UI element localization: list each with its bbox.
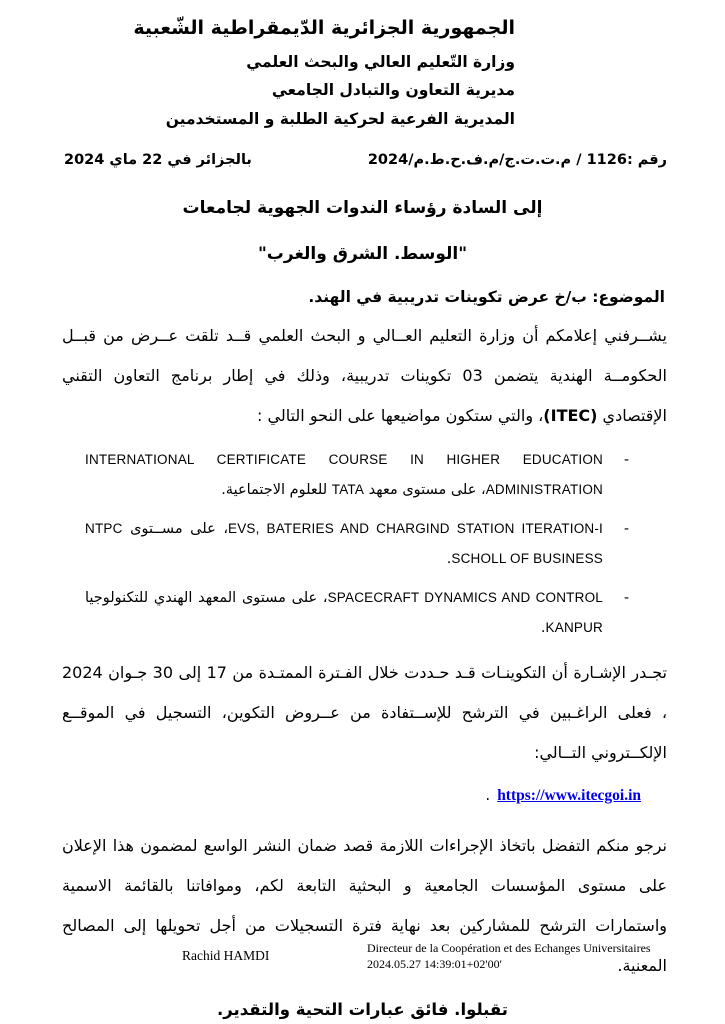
signer-name: Rachid HAMDI xyxy=(182,948,270,963)
regions-line: "الوسط. الشرق والغرب" xyxy=(257,243,468,264)
dash-bullet: - xyxy=(623,520,629,537)
course-item xyxy=(85,445,629,505)
schedule-paragraph: تجـدر الإشـارة أن التكوينـات قـد حـددت خلال الفـترة الممتـدة من 17 إلى 30 جـوان 2024 ، فعلى الراغـبين في الترشح للإســتفادة من عــروض التكوين، التسجيل في الموقــع الإلكــتروني التــالي: xyxy=(62,662,668,762)
dash-bullet: - xyxy=(623,451,629,468)
course-text-en: NTPC SCHOLL OF BUSINESS xyxy=(85,520,603,566)
intro-text-after: ، والتي ستكون مواضيعها على النحو التالي : xyxy=(257,405,544,425)
reference-number: رقم :1126 / م.ت.ت.ج/م.ف.ح.ط.م/2024 xyxy=(367,151,667,168)
closing-line: تقبلوا. فائق عبارات التحية والتقدير. xyxy=(217,999,508,1019)
course-text-ar: . xyxy=(446,550,452,567)
course-text-en: SPACECRAFT DYNAMICS AND CONTROL xyxy=(327,589,603,605)
letterhead xyxy=(0,0,725,134)
registration-link[interactable]: https://www.itecgoi.in xyxy=(497,786,641,804)
course-text-ar: ، على مستوى معهد xyxy=(364,481,486,498)
course-text-en: KANPUR xyxy=(545,619,603,635)
intro-paragraph xyxy=(0,316,725,436)
subdirectorate-line: المديرية الفرعية لحركية الطلبة و المستخدمين xyxy=(165,109,515,128)
signature-footer xyxy=(0,936,725,996)
course-text-ar: ، على مستوى المعهد الهندي للتكنولوجيا xyxy=(85,589,328,606)
request-paragraph: نرجو منكم التفضل باتخاذ الإجراءات اللازمة قصد ضمان النشر الواسع لمضمون هذا الإعلان على مستوى المؤسسات الجامعية و البحثية التابعة لكم، وموافاتنا بالقائمة الاسمية واستمارات الترشح للمشاركين بعد نهاية فترة التسجيلات من أجل تحويلها إلى المصالح المعنية. xyxy=(62,835,667,975)
directorate-line: مديرية التعاون والتبادل الجامعي xyxy=(271,81,515,100)
subject-line: الموضوع: ب/خ عرض تكوينات تدريبية في الهند. xyxy=(308,287,665,306)
digital-signature-block xyxy=(367,941,651,973)
link-suffix: . xyxy=(485,785,491,804)
itec-acronym: (ITEC) xyxy=(543,405,598,425)
course-text-en: EVS, BATERIES AND CHARGIND STATION ITERATION-I xyxy=(228,520,603,536)
republic-title: الجمهورية الجزائرية الدّيمقراطية الشّعبية xyxy=(133,17,515,39)
addressee-line: إلى السادة رؤساء الندوات الجهوية لجامعات xyxy=(182,197,543,218)
course-item xyxy=(85,514,629,574)
signature-title: Directeur de la Coopération et des Echanges Universitaires xyxy=(367,941,651,955)
registration-link-line xyxy=(0,773,725,816)
addressee-block xyxy=(0,198,725,264)
place-date: بالجزائر في 22 ماي 2024 xyxy=(64,151,252,168)
course-item xyxy=(85,583,629,643)
reference-row xyxy=(0,134,725,168)
course-text-ar: للعلوم الاجتماعية. xyxy=(221,481,332,498)
dash-bullet: - xyxy=(623,589,629,606)
courses-list xyxy=(0,445,725,643)
ministry-line: وزارة التّعليم العالي والبحث العلمي xyxy=(246,52,515,71)
signature-timestamp: 2024.05.27 14:39:01+02'00' xyxy=(367,956,502,971)
intro-text-before: يشــرفني إعلامكم أن وزارة التعليم العــالي و البحث العلمي قــد تلقت عــرض من قبــل الحكومــة الهندية يتضمن 03 تكوينات تدريبية، وذلك في إطار برنامج التعاون التقني الإقتصادي xyxy=(62,325,668,425)
course-text-ar: ، على مســتوى xyxy=(122,520,229,537)
course-text-ar: . xyxy=(540,619,546,636)
course-text-en: INTERNATIONAL CERTIFICATE COURSE IN HIGHER EDUCATION ADMINISTRATION xyxy=(85,451,603,497)
course-text-en: TATA xyxy=(331,481,365,497)
